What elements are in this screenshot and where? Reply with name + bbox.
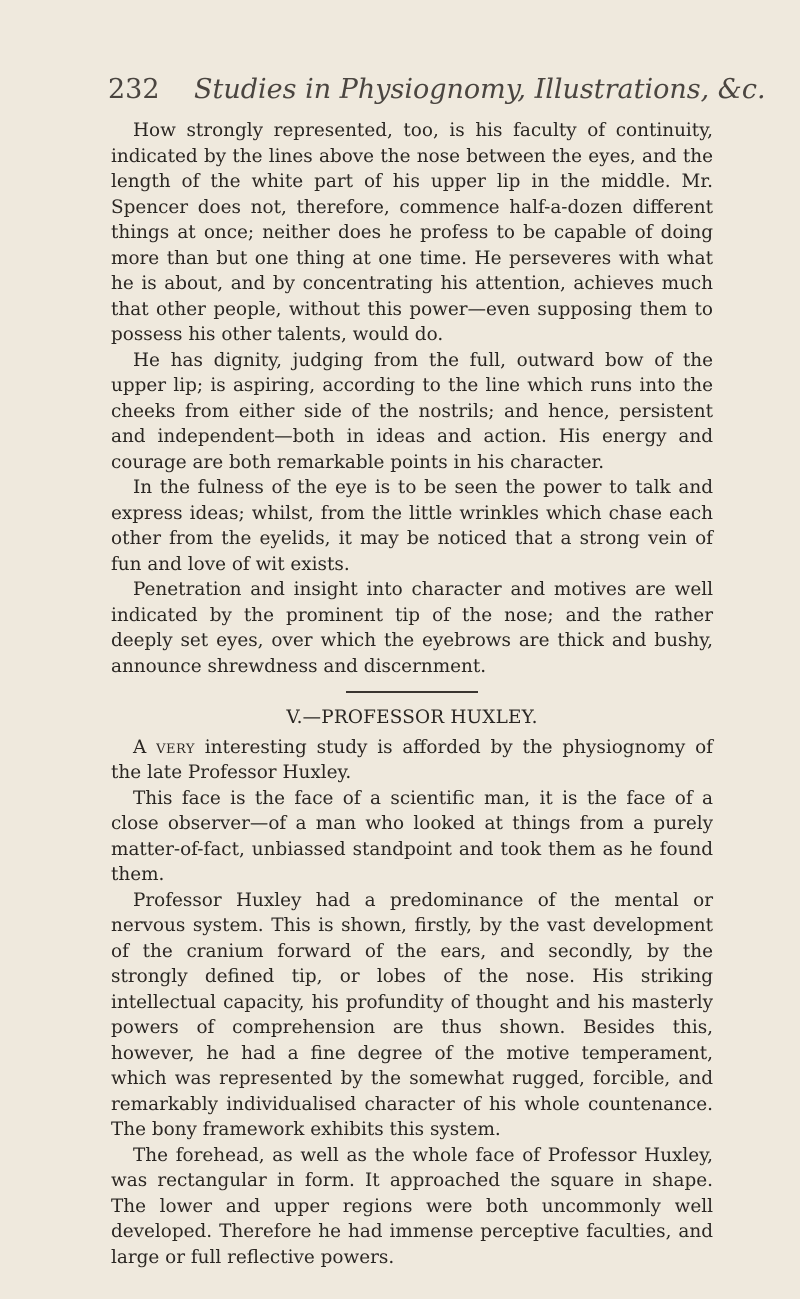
paragraph: Penetration and insight into character and motives are well indicated by the prominent tip of the nose; and the rather deeply set eyes, over which the eyebrows are thick and bushy, announce shrewdness and discernment.: [111, 579, 713, 677]
running-title: Studies in Physiognomy, Illustrations, &c.: [194, 74, 766, 105]
opening-rest: interesting study is afforded by the physiognomy of the late Professor Huxley.: [111, 736, 713, 783]
paragraph: In the fulness of the eye is to be seen the power to talk and express ideas; whilst, from the little wrinkles which chase each other from the eyelids, it may be noticed that a strong vein of fun and love of wit exists.: [111, 477, 713, 575]
paragraph: How strongly represented, too, is his faculty of continuity, indicated by the lines above the nose between the eyes, and the length of the white part of his upper lip in the middle. Mr. Spencer does not, therefore, commence half-a-dozen different things at once; neither does he profess to be capable of doing more than but one thing at one time. He perseveres with what he is about, and by concentrating his attention, achieves much that other people, without this power—even supposing them to possess his other talents, would do.: [111, 120, 713, 345]
page-number: 232: [108, 74, 160, 105]
section-heading: V.—PROFESSOR HUXLEY.: [286, 707, 538, 728]
paragraph: Professor Huxley had a predominance of the mental or nervous system. This is shown, firstly, by the vast development of the cranium forward of the ears, and secondly, by the strongly defined tip, or lobes of the nose. His striking intellectual capacity, his profundity of thought and his masterly powers of comprehension are thus shown. Besides this, however, he had a fine degree of the motive temperament, which was represented by the somewhat rugged, forcible, and remarkably individualised character of his whole countenance. The bony framework exhibits this system.: [111, 889, 713, 1140]
running-head: [108, 74, 766, 106]
body-text: [111, 118, 713, 1270]
opening-word: A: [133, 736, 147, 758]
section-opening-paragraph: [111, 735, 713, 786]
paragraph: This face is the face of a scientific man, it is the face of a close observer—of a man who looked at things from a purely matter-of-fact, unbiassed standpoint and took them as he found them.: [111, 787, 713, 885]
section-divider-rule: [346, 691, 478, 693]
paragraph: The forehead, as well as the whole face of Professor Huxley, was rectangular in form. It approached the square in shape. The lower and upper regions were both uncommonly well developed. Therefore he had immense perceptive faculties, and large or full reflective powers.: [111, 1144, 713, 1268]
paragraph: He has dignity, judging from the full, outward bow of the upper lip; is aspiring, according to the line which runs into the cheeks from either side of the nostrils; and hence, persistent and independent—both in ideas and action. His energy and courage are both remarkable points in his character.: [111, 349, 713, 473]
opening-small-caps: very: [156, 736, 195, 758]
